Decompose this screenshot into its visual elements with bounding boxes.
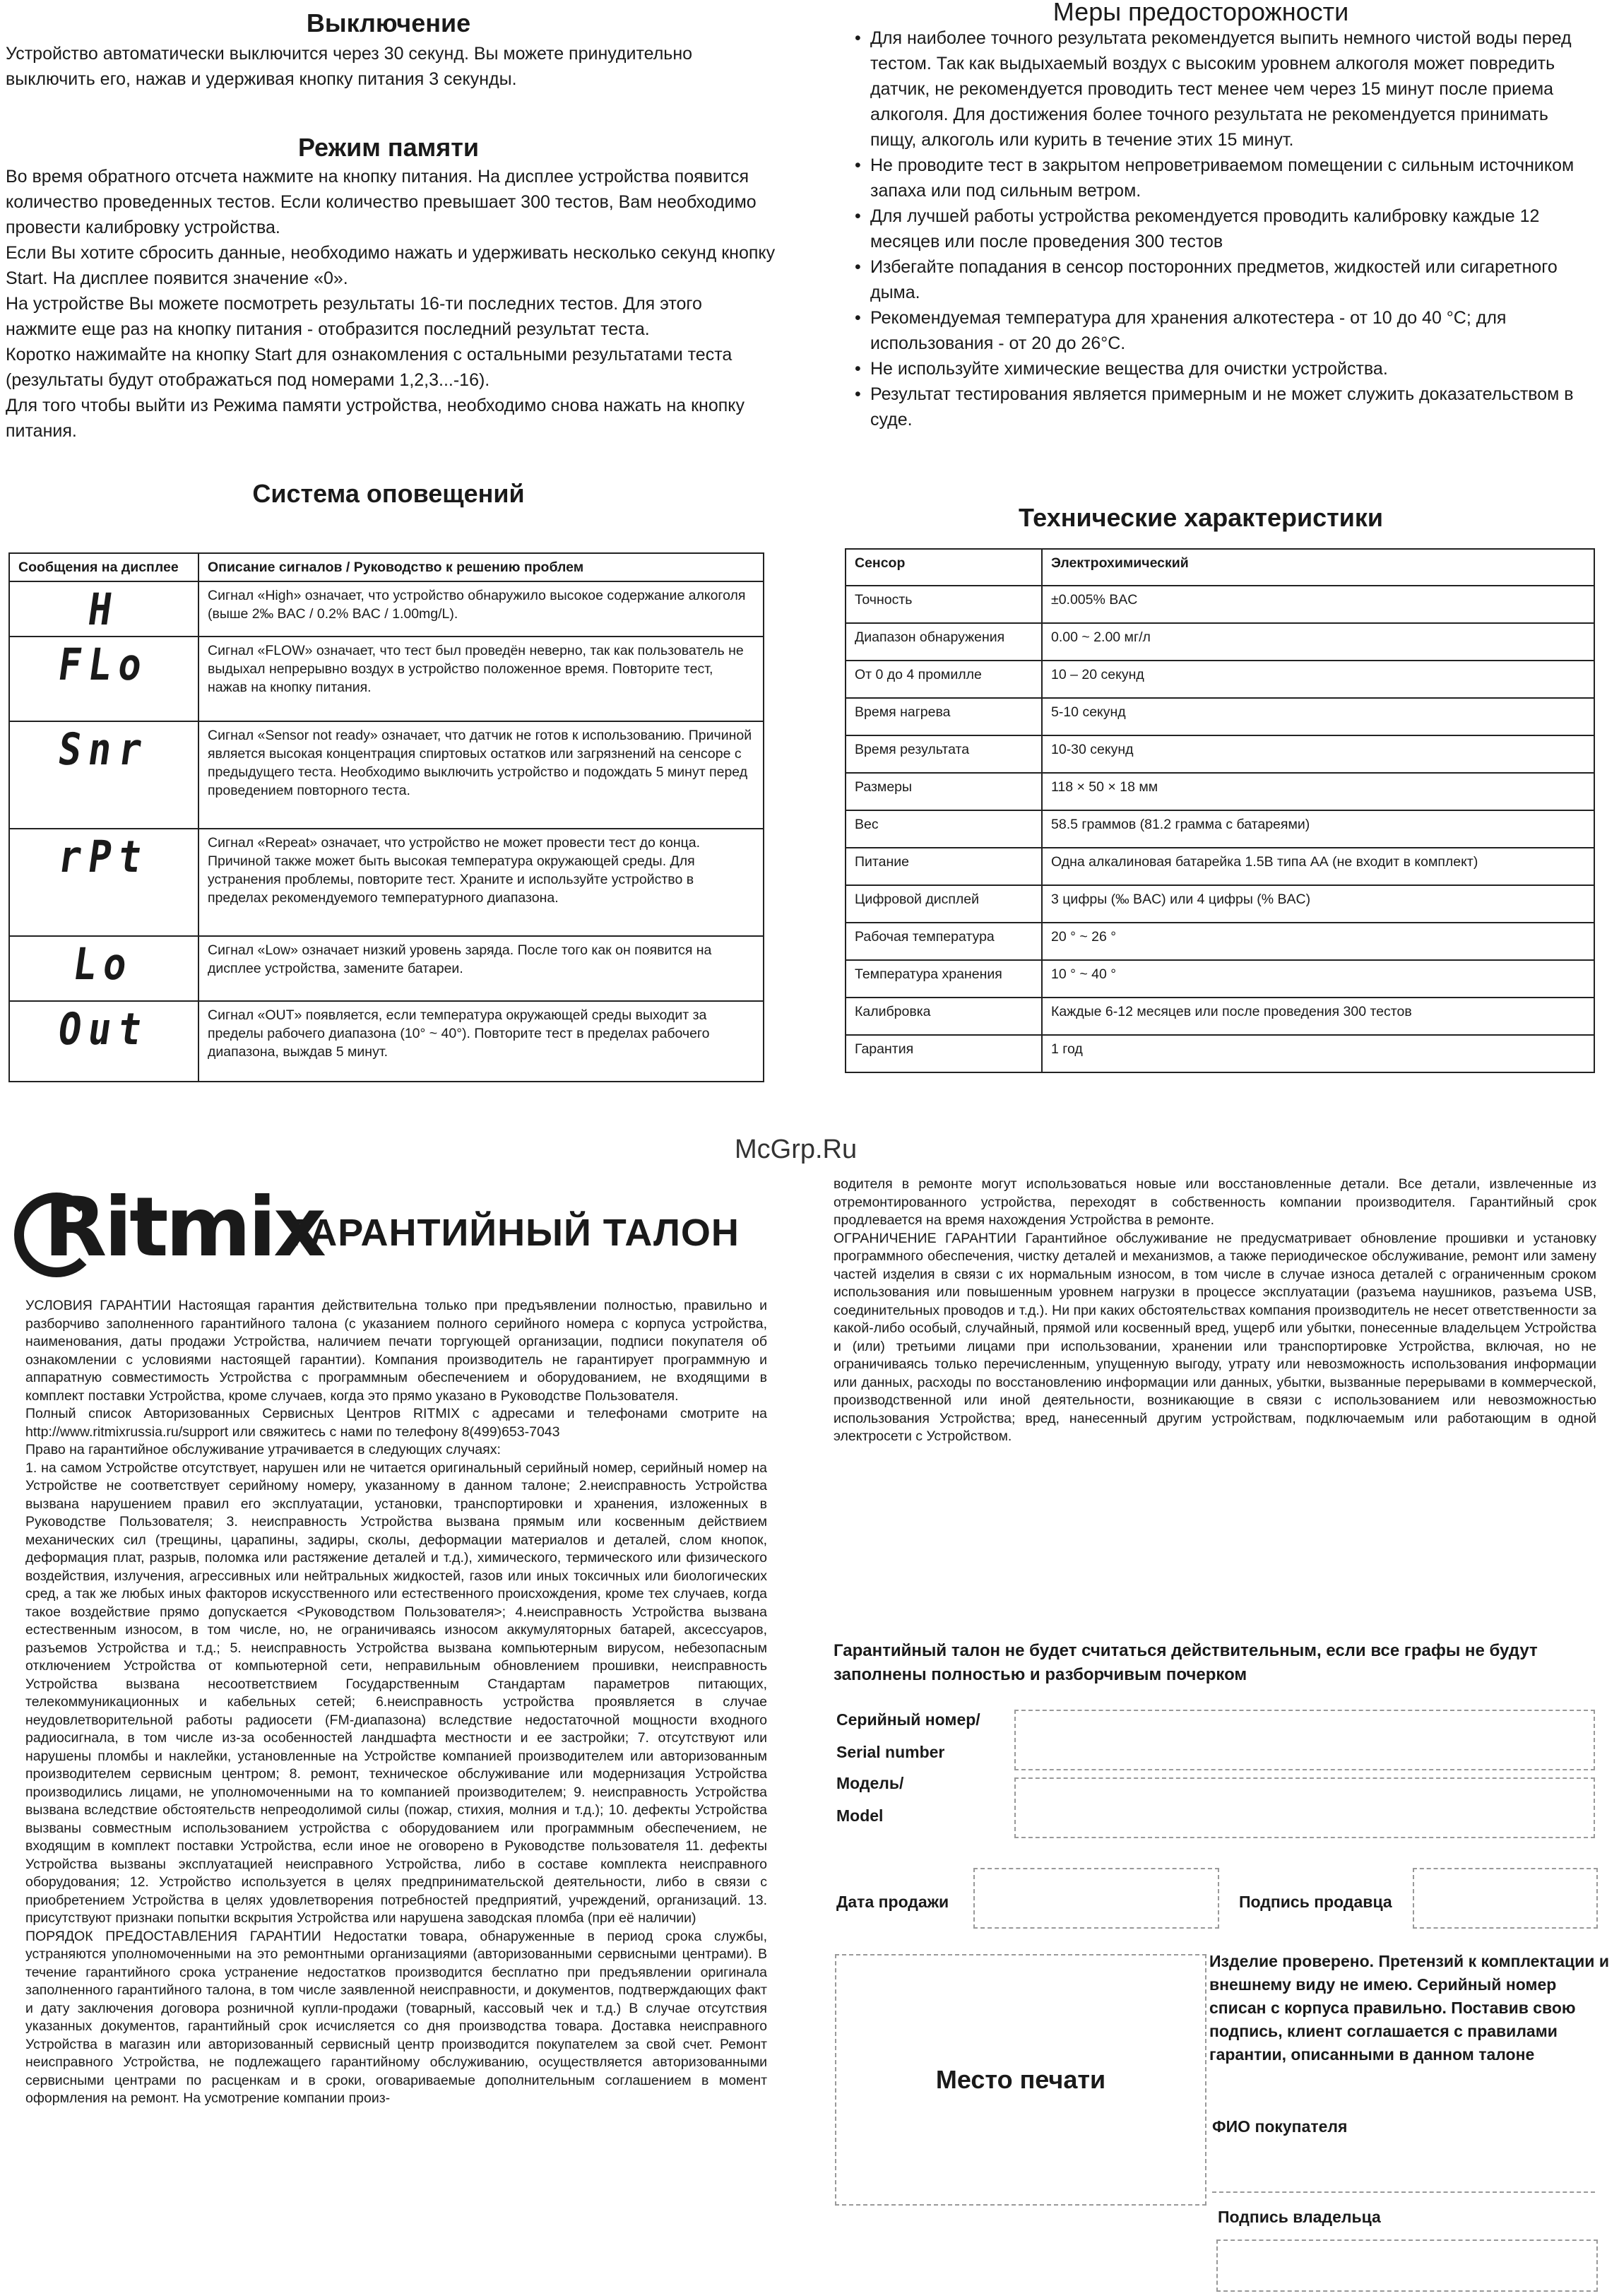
spec-value: Каждые 6-12 месяцев или после проведения 300 тестов (1042, 998, 1594, 1035)
alert-desc: Сигнал «OUT» появляется, если температура окружающей среды выходит за пределы рабочего диапазона (10° ~ 40°). Повторите тест в пределах рабочего диапазона, выждав 5 минут. (198, 1001, 764, 1082)
shutdown-text: Устройство автоматически выключится через 30 секунд. Вы можете принудительно выключить его, нажав и удерживая кнопку питания 3 секунды. (6, 44, 693, 89)
spec-name: Вес (846, 810, 1042, 848)
spec-name: Время результата (846, 735, 1042, 773)
spec-name: Сенсор (846, 549, 1042, 586)
spec-value: 0.00 ~ 2.00 мг/л (1042, 623, 1594, 661)
precaution-item: • Не используйте химические вещества для очистки устройства. (853, 356, 1588, 381)
spec-value: Одна алкалиновая батарейка 1.5В типа АА (не входит в комплект) (1042, 848, 1594, 885)
sale-date-label: Дата продажи (836, 1893, 949, 1911)
spec-name: Температура хранения (846, 960, 1042, 998)
model-label-en: Model (836, 1806, 884, 1825)
check-text: Изделие проверено. Претензий к комплектации и внешнему виду не имею. Серийный номер списан с корпуса правильно. Поставив свою подпись, клиент соглашается с правилами гарантии, описанными в данном талоне (1209, 1952, 1609, 2064)
precaution-item: • Избегайте попадания в сенсор посторонних предметов, жидкостей или сигаретного дыма. (853, 254, 1588, 305)
display-code: FLo (54, 639, 153, 691)
spec-value: 118 × 50 × 18 мм (1042, 773, 1594, 810)
precaution-item: • Рекомендуемая температура для хранения алкотестера - от 10 до 40 °C; для использования - от 20 до 26°C. (853, 305, 1588, 356)
display-code: rPt (54, 831, 153, 883)
owner-sign-field[interactable] (1216, 2239, 1598, 2292)
precautions-list (853, 25, 1588, 432)
warranty-left-column (25, 1297, 767, 2108)
warranty-right-column (834, 1176, 1596, 1446)
alerts-title: Система оповещений (252, 479, 525, 508)
spec-value: 58.5 граммов (81.2 грамма с батареями) (1042, 810, 1594, 848)
precaution-item: • Результат тестирования является примерным и не может служить доказательством в суде. (853, 381, 1588, 432)
validity-note: Гарантийный талон не будет считаться действительным, если все графы не будут заполнены полностью и разборчивым почерком (834, 1641, 1538, 1684)
warranty-paragraph: Полный список Авторизованных Сервисных Центров RITMIX с адресами и телефонами смотрите на http://www.ritmixrussia.ru/support или свяжитесь с нами по телефону 8(499)653-7043 (25, 1406, 767, 1440)
stamp-label: Место печати (935, 2065, 1106, 2094)
alert-desc: Сигнал «Low» означает низкий уровень заряда. После того как он появится на дисплее устройства, замените батареи. (198, 936, 764, 1001)
memory-paragraph: Для того чтобы выйти из Режима памяти устройства, необходимо снова нажать на кнопку питания. (6, 396, 745, 441)
serial-label-en: Serial number (836, 1743, 945, 1761)
spec-name: Рабочая температура (846, 923, 1042, 960)
memory-paragraph: Если Вы хотите сбросить данные, необходимо нажать и удерживать несколько секунд кнопку Start. На дисплее появится значение «0». (6, 243, 776, 288)
serial-label: Серийный номер/ (836, 1710, 980, 1729)
warranty-paragraph: УСЛОВИЯ ГАРАНТИИ Настоящая гарантия действительна только при предъявлении полностью, правильно и разборчиво заполненного гарантийного талона (с указанием полного серийного номера с корпуса устройства, наименования, даты продажи Устройства, наличием печати торгующей организации, подписи покупателя об ознакомлении с условиями настоящей гарантии). Компания производитель не гарантирует программную и аппаратную совместимость Устройства с программным обеспечением и оборудованием, не входящими в комплект поставки Устройства, кроме случаев, когда это прямо указано в Руководстве Пользователя. (25, 1298, 767, 1404)
spec-value: 1 год (1042, 1035, 1594, 1072)
shutdown-title: Выключение (306, 8, 471, 37)
spec-value: 20 ° ~ 26 ° (1042, 923, 1594, 960)
specs-title: Технические характеристики (1018, 503, 1384, 532)
display-code: Snr (54, 723, 153, 776)
spec-value: 3 цифры (‰ BAC) или 4 цифры (% BAC) (1042, 885, 1594, 923)
spec-value: Электрохимический (1042, 549, 1594, 586)
memory-title: Режим памяти (297, 133, 480, 162)
sale-date-field[interactable] (973, 1868, 1219, 1929)
precaution-item: • Для лучшей работы устройства рекомендуется проводить калибровку каждые 12 месяцев или после проведения 300 тестов (853, 203, 1588, 254)
alert-desc: Сигнал «FLOW» означает, что тест был проведён неверно, так как пользователь не выдыхал непрерывно воздух в устройство положенное время. Повторите тест, нажав на кнопку питания. (198, 637, 764, 721)
spec-value: 10 – 20 секунд (1042, 661, 1594, 698)
spec-name: Калибровка (846, 998, 1042, 1035)
display-code: Lo (69, 938, 138, 990)
spec-name: Размеры (846, 773, 1042, 810)
brand-logo (23, 1180, 324, 1275)
buyer-name-label: ФИО покупателя (1212, 2117, 1348, 2136)
spec-name: Точность (846, 586, 1042, 623)
spec-value: ±0.005% BAC (1042, 586, 1594, 623)
buyer-name-field[interactable] (1212, 2190, 1595, 2193)
alerts-col-display: Сообщения на дисплее (9, 553, 198, 581)
spec-name: Питание (846, 848, 1042, 885)
spec-value: 10 ° ~ 40 ° (1042, 960, 1594, 998)
specs-table (845, 548, 1595, 1073)
serial-number-field[interactable] (1014, 1710, 1595, 1770)
spec-value: 10-30 секунд (1042, 735, 1594, 773)
watermark: McGrp.Ru (735, 1135, 858, 1164)
alerts-col-desc: Описание сигналов / Руководство к решению проблем (198, 553, 764, 581)
memory-paragraph: Во время обратного отсчета нажмите на кнопку питания. На дисплее устройства появится количество проведенных тестов. Если количество превышает 300 тестов, Вам необходимо провести калибровку устройства. (6, 167, 757, 237)
spec-name: Время нагрева (846, 698, 1042, 735)
memory-text (6, 164, 776, 444)
precaution-item: • Не проводите тест в закрытом непроветриваемом помещении с сильным источником запаха или под сильным ветром. (853, 153, 1588, 203)
memory-paragraph: На устройстве Вы можете посмотреть результаты 16-ти последних тестов. Для этого нажмите еще раз на кнопку питания - отобразится последний результат теста. (6, 294, 702, 339)
precaution-item: • Для наиболее точного результата рекомендуется выпить немного чистой воды перед тестом. Так как выдыхаемый воздух с высоким уровнем алкоголя может повредить датчик, не рекомендуется проводить тест менее чем через 15 минут после приема алкоголя. Для достижения более точного результата не рекомендуется принимать пищу, алкоголь или курить в течение этих 15 минут. (853, 25, 1588, 153)
brand-name: Ritmix (44, 1180, 324, 1275)
spec-name: Диапазон обнаружения (846, 623, 1042, 661)
owner-sign-label: Подпись владельца (1218, 2208, 1381, 2226)
warranty-paragraph: водителя в ремонте могут использоваться новые или восстановленные детали. Все детали, извлеченные из отремонтированного устройства, переходят в собственность компании производителя. Гарантийный срок продлевается на время нахождения Устройства в ремонте. (834, 1176, 1596, 1228)
spec-name: Цифровой дисплей (846, 885, 1042, 923)
alerts-table (8, 552, 764, 1082)
memory-paragraph: Коротко нажимайте на кнопку Start для ознакомления с остальными результатами теста (результаты будут отображаться под номерами 1,2,3...-16). (6, 345, 733, 390)
warranty-paragraph: ПОРЯДОК ПРЕДОСТАВЛЕНИЯ ГАРАНТИИ Недостатки товара, обнаруженные в период срока службы, устраняются уполномоченными на это ремонтными организациями (авторизованными сервисными центрами). В течение гарантийного срока устранение недостатков производится бесплатно при предъявлении оригинала заполненного гарантийного талона, в том числе заявленной неисправности, и документов, подтверждающих факт и дату заключения договора розничной купли-продажи (товарный, кассовый чек и т.д.) В случае отсутствия указанных документов, гарантийный срок исчисляется со дня производства товара. Доставка неисправного Устройства в магазин или авторизованный сервисный центр производится покупателем за свой счет. Ремонт неисправного Устройства, не подлежащего гарантийному обслуживанию, осуществляется авторизованными сервисными центрами по расценкам и в сроки, оговариваемые дополнительным соглашением в момент оформления на ремонт. На усмотрение компании произ- (25, 1928, 767, 2106)
spec-name: Гарантия (846, 1035, 1042, 1072)
alert-desc: Сигнал «Repeat» означает, что устройство не может провести тест до конца. Причиной также может быть высокая температура окружающей среды. Для устранения проблемы, повторите тест. Храните и используйте устройство в пределах рекомендуемого температурного диапазона. (198, 829, 764, 936)
seller-sign-field[interactable] (1413, 1868, 1598, 1929)
alert-desc: Сигнал «High» означает, что устройство обнаружило высокое содержание алкоголя (выше 2‰ BAC / 0.2% BAC / 1.00mg/L). (198, 581, 764, 637)
model-label: Модель/ (836, 1774, 904, 1792)
stamp-box[interactable] (835, 1954, 1206, 2206)
display-code: Out (54, 1003, 153, 1055)
seller-sign-label: Подпись продавца (1239, 1893, 1392, 1911)
warranty-paragraph: 1. на самом Устройстве отсутствует, нарушен или не читается оригинальный серийный номер, серийный номер на Устройстве не соответствует серийному номеру, указанному в данном талоне; 2.неисправность Устройства вызвана нарушением правил его эксплуатации, установки, транспортировки и хранения, изложенных в Руководстве Пользователя; 3. неисправность Устройства вызвана прямым или косвенным действием механических сил (трещины, царапины, задиры, сколы, деформации материалов и деталей, слом кнопок, деформация плат, разрыв, поломка или растяжение деталей и т.д.), химического, термического или физического воздействия, излучения, агрессивных или нейтральных жидкостей, газов или иных токсичных или биологических сред, а так же любых иных факторов искусственного или естественного происхождения, кроме тех случаев, когда такое воздействие прямо допускается <Руководством Пользователя>; 4.неисправность Устройства вызвана естественным износом, в том числе, но, не ограничиваясь износом аккумуляторных батарей, аксессуаров, разъемов Устройства и т.д.; 5. неисправность Устройства вызвана компьютерным вирусом, небезопасным отключением Устройства от компьютерной сети, неправильным обновлением прошивки, неисправность Устройства вызвана несоответствием Государственным Стандартам параметров питающих, телекоммуникационных и кабельных сетей; 6.неисправность устройства проявляется в случае неудовлетворительной работы радиосети (FM-диапазона) вследствие недостаточной мощности входного радиосигнала, в том числе из-за особенностей ландшафта местности и ее застройки; 7. отсутствуют или нарушены пломбы и наклейки, установленные на Устройстве компанией производителем или авторизованным производителем сервисным центром; 8. ремонт, техническое обслуживание или модернизация Устройства производились лицами, не уполномоченными на то компанией производителем; 9. неисправность Устройства вызвана вследствие обстоятельств непреодолимой силы (пожар, стихия, молния и т.д.); 10. дефекты Устройства вызваны совместным использованием устройства с оборудованием или программным обеспечением, не входящим в комплект поставки Устройства, если иное не оговорено в Руководстве пользователя 11. дефекты Устройства вызваны эксплуатацией неисправного Устройства, либо в составе комплекта неисправного оборудования; 12. Устройство используется в целях предпринимательской деятельности, либо в связи с приобретением Устройства в целях удовлетворения потребностей предприятий, учреждений, организаций. 13. присутствуют признаки попытки вскрытия Устройства или нарушена заводская пломба (при её наличии) (25, 1460, 767, 1926)
warranty-paragraph: Право на гарантийное обслуживание утрачивается в следующих случаях: (25, 1442, 501, 1457)
spec-name: От 0 до 4 промилле (846, 661, 1042, 698)
warranty-title: ГАРАНТИЙНЫЙ ТАЛОН (290, 1212, 740, 1254)
display-code: H (85, 584, 122, 636)
alert-desc: Сигнал «Sensor not ready» означает, что датчик не готов к использованию. Причиной является высокая концентрация спиртовых остатков или загрязнений на сенсоре с предыдущего теста. Необходимо выключить устройство и подождать 5 минут перед проведением повторного теста. (198, 721, 764, 829)
spec-value: 5-10 секунд (1042, 698, 1594, 735)
precautions-title: Меры предосторожности (1052, 0, 1349, 26)
model-field[interactable] (1014, 1777, 1595, 1838)
warranty-paragraph: ОГРАНИЧЕНИЕ ГАРАНТИИ Гарантийное обслуживание не предусматривает обновление прошивки и установку программного обеспечения, чистку деталей и механизмов, а также периодическое обслуживание, ремонт или замену частей изделия в связи с их нормальным износом, в том числе в случае износа деталей с ограниченным сроком использования или повышенным уровнем нагрузки в процессе эксплуатации (разъема наушников, разъема USB, соединительных проводов и т.д.). Ни при каких обстоятельствах компания производитель не несет ответственности за какой-либо особый, случайный, прямой или косвенный вред, ущерб или убытки, понесенные владельцем Устройства и (или) третьими лицами при использовании, хранении или транспортировке Устройства, включая, но не ограничиваясь только перечисленным, упущенную выгоду, утрату или невозможность использования информации или данных, расходы по восстановлению информации или данных, убытки, вызванные перерывами в коммерческой, производственной или иной деятельности, возникающие в связи с использованием или невозможностью использования Устройства; вред, нанесенный другим устройствам, подключаемым или работающим в одной электросети с Устройством. (834, 1230, 1596, 1444)
